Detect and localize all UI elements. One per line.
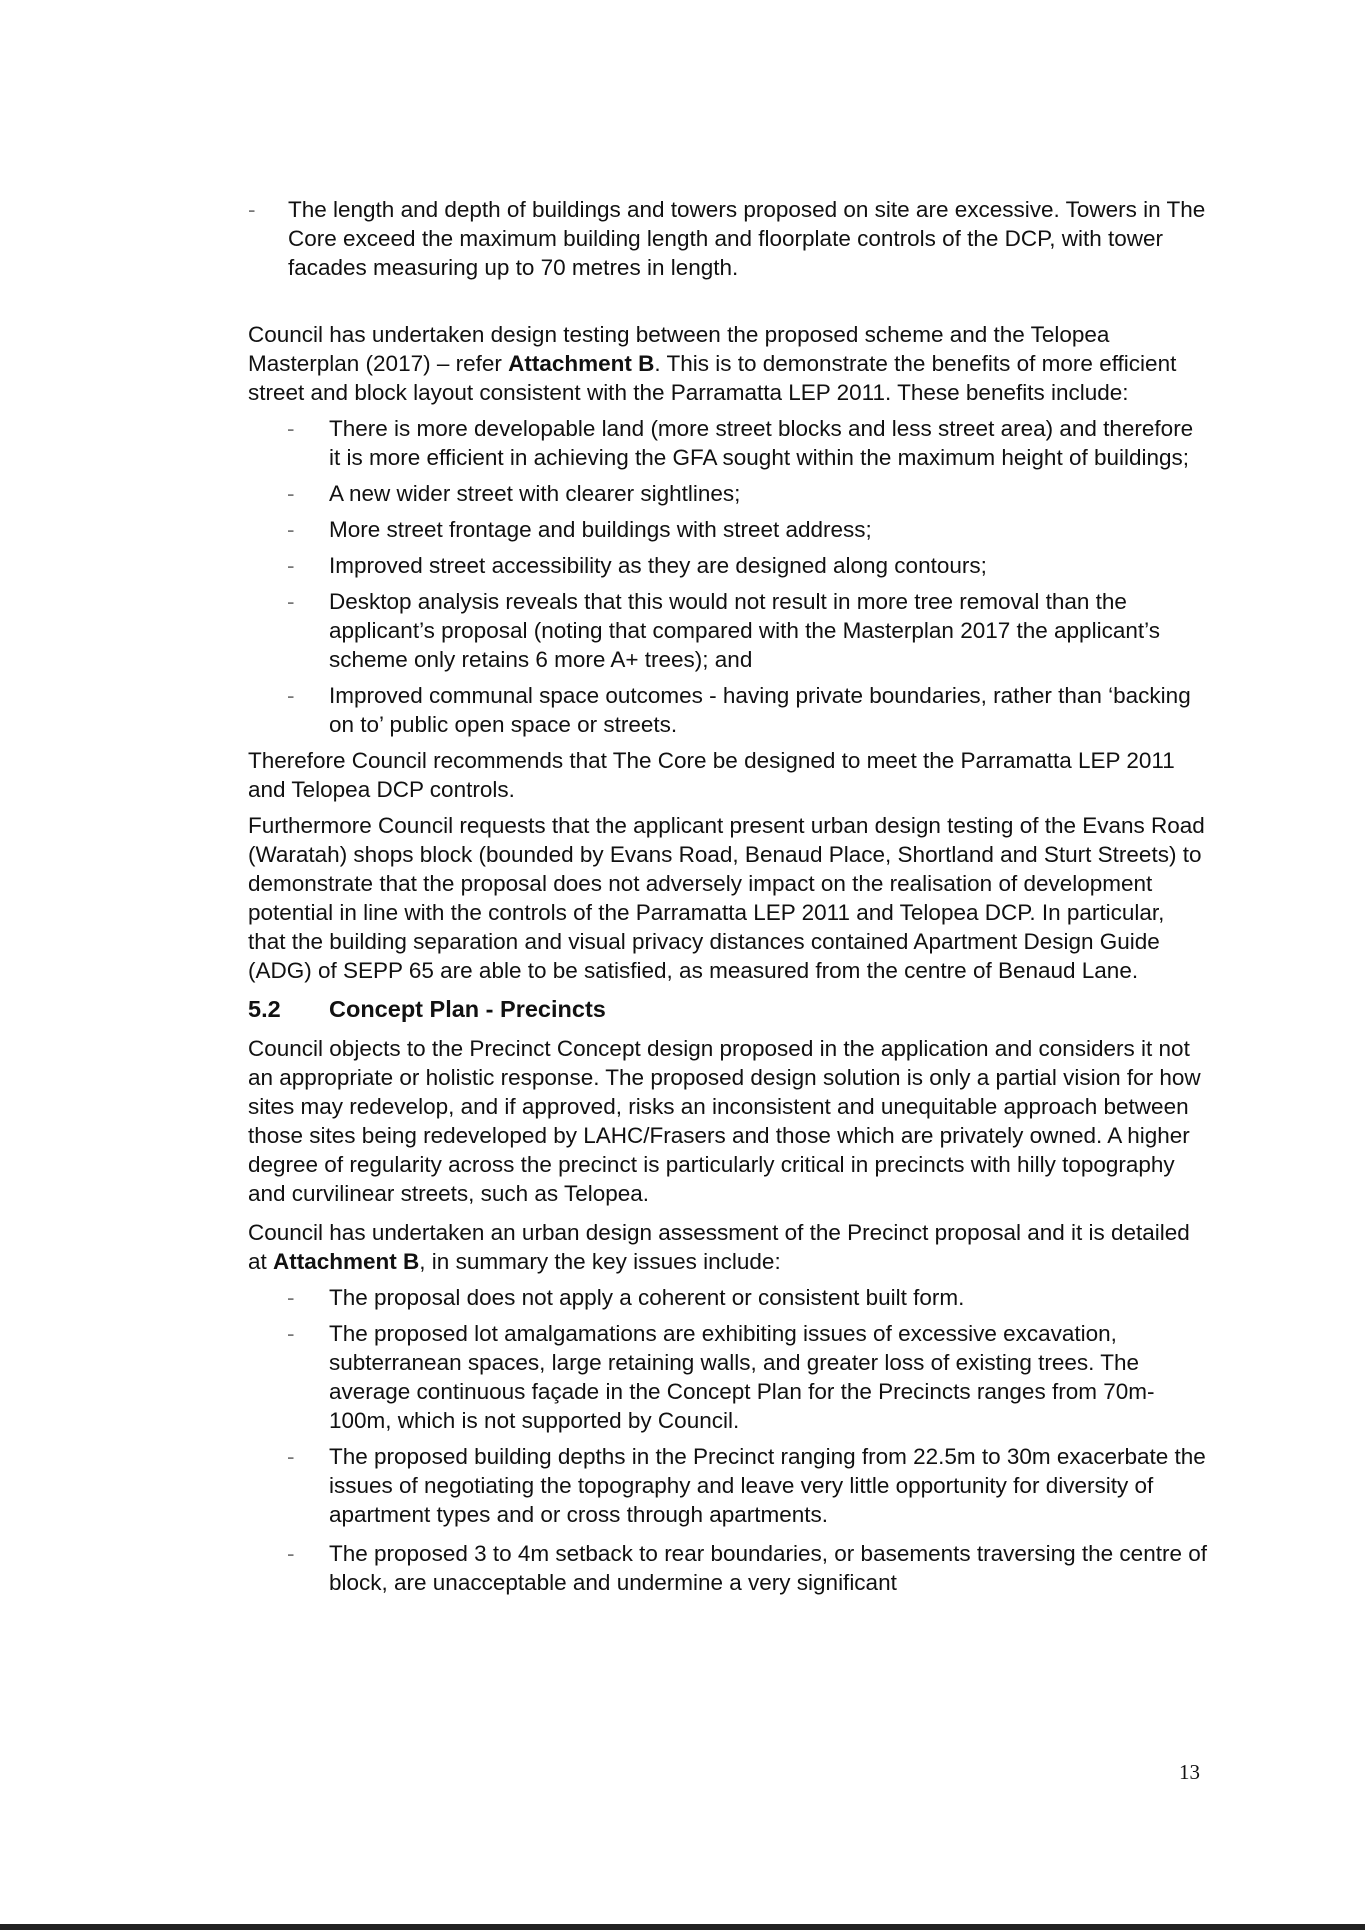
list-item [248, 1283, 1208, 1312]
list-item [248, 551, 1208, 580]
list-item-text: Improved street accessibility as they are designed along contours; [329, 553, 987, 578]
list-item [248, 1319, 1208, 1435]
paragraph-evans-road: Furthermore Council requests that the applicant present urban design testing of the Evans Road (Waratah) shops block (bounded by Evans Road, Benaud Place, Shortland and Sturt Streets) to demonstrate that the proposal does not adversely impact on the realisation of development potential in line with the controls of the Parramatta LEP 2011 and Telopea DCP. In particular, that the building separation and visual privacy distances contained Apartment Design Guide (ADG) of SEPP 65 are able to be satisfied, as measured from the centre of Benaud Lane. [248, 813, 1205, 983]
paragraph-design-testing: Council has undertaken design testing between the proposed scheme and the Telopea Masterplan (2017) – refer Attachment B. This is to demonstrate the benefits of more efficient street and block layout consistent with the Parramatta LEP 2011. These benefits include: [248, 322, 1177, 405]
bullet-dash: - [287, 481, 295, 506]
bullet-dash: - [248, 197, 256, 222]
list-item-text: The proposed building depths in the Precinct ranging from 22.5m to 30m exacerbate the issues of negotiating the topography and leave very little opportunity for diversity of apartment types and or cross through apartments. [329, 1444, 1206, 1527]
bottom-border [0, 1924, 1365, 1930]
bullet-dash: - [287, 1285, 295, 1310]
list-item [248, 1442, 1208, 1529]
bullet-dash: - [287, 1444, 295, 1469]
section-title: Concept Plan - Precincts [329, 996, 606, 1022]
bullet-dash: - [287, 589, 295, 614]
bullet-dash: - [287, 553, 295, 578]
list-item [248, 681, 1208, 739]
attachment-reference: Attachment B [508, 351, 655, 376]
list-item [248, 587, 1208, 674]
list-item-text: More street frontage and buildings with street address; [329, 517, 872, 542]
list-item [248, 195, 1208, 282]
list-item-text: Desktop analysis reveals that this would not result in more tree removal than the applicant’s proposal (noting that compared with the Masterplan 2017 the applicant’s scheme only retains 6 more A+ trees); and [329, 589, 1160, 672]
section-number: 5.2 [248, 996, 281, 1022]
paragraph-recommendation: Therefore Council recommends that The Core be designed to meet the Parramatta LEP 2011 and Telopea DCP controls. [248, 748, 1175, 802]
bullet-dash: - [287, 517, 295, 542]
attachment-reference: Attachment B [273, 1249, 420, 1274]
list-item [248, 479, 1208, 508]
bullet-dash: - [287, 1541, 295, 1566]
page-content [248, 195, 1208, 1597]
list-item-text: The proposal does not apply a coherent or consistent built form. [329, 1285, 965, 1310]
section-heading [248, 995, 1208, 1024]
list-item-text: The length and depth of buildings and towers proposed on site are excessive. Towers in The Core exceed the maximum building length and floorplate controls of the DCP, with tower facades measuring up to 70 metres in length. [288, 197, 1206, 280]
bullet-dash: - [287, 416, 295, 441]
list-item-text: Improved communal space outcomes - having private boundaries, rather than ‘backing on to’ public open space or streets. [329, 683, 1191, 737]
list-item [248, 515, 1208, 544]
list-item-text: There is more developable land (more street blocks and less street area) and therefore it is more efficient in achieving the GFA sought within the maximum height of buildings; [329, 416, 1194, 470]
list-item-text: A new wider street with clearer sightlines; [329, 481, 741, 506]
list-item [248, 1539, 1208, 1597]
bullet-dash: - [287, 683, 295, 708]
list-item-text: The proposed lot amalgamations are exhibiting issues of excessive excavation, subterranean spaces, large retaining walls, and greater loss of existing trees. The average continuous façade in the Concept Plan for the Precincts ranges from 70m-100m, which is not supported by Council. [329, 1321, 1155, 1433]
paragraph-objection: Council objects to the Precinct Concept design proposed in the application and considers it not an appropriate or holistic response. The proposed design solution is only a partial vision for how sites may redevelop, and if approved, risks an inconsistent and unequitable approach between those sites being redeveloped by LAHC/Frasers and those which are privately owned. A higher degree of regularity across the precinct is particularly critical in precincts with hilly topography and curvilinear streets, such as Telopea. [248, 1036, 1201, 1206]
list-item [248, 414, 1208, 472]
paragraph-assessment: Council has undertaken an urban design assessment of the Precinct proposal and it is detailed at Attachment B, in summary the key issues include: [248, 1220, 1190, 1274]
bullet-dash: - [287, 1321, 295, 1346]
page-number: 13 [1179, 1760, 1200, 1784]
list-item-text: The proposed 3 to 4m setback to rear boundaries, or basements traversing the centre of block, are unacceptable and undermine a very significant [329, 1541, 1207, 1595]
